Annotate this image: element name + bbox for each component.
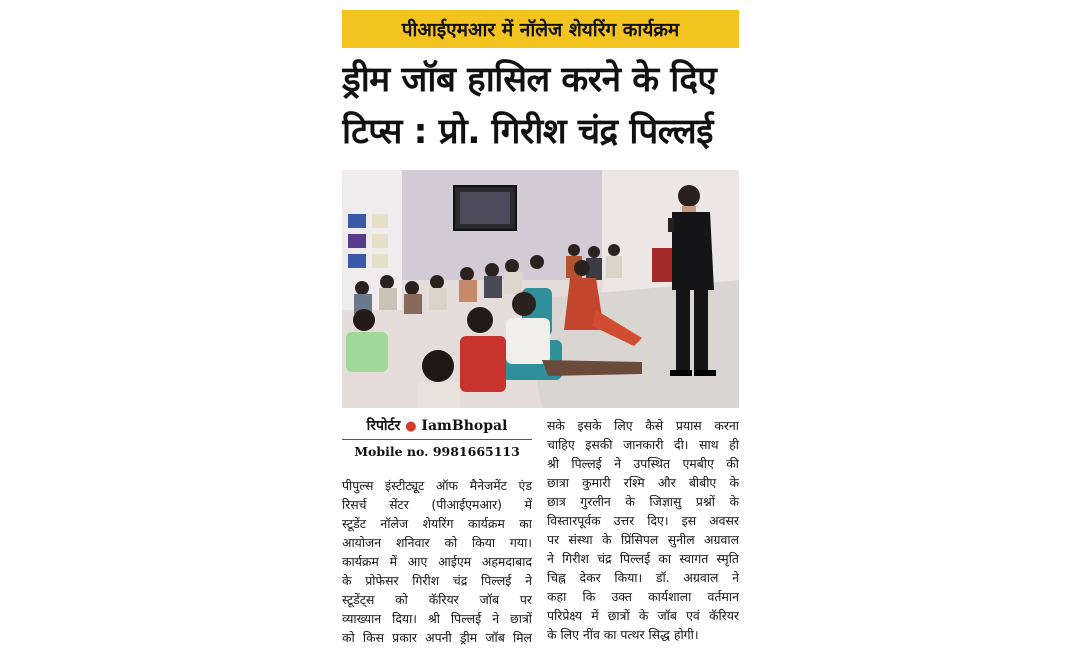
audience-head (512, 292, 536, 316)
divider (342, 439, 532, 440)
newspaper-clipping (342, 6, 739, 646)
reporter-name: IamBhopal (421, 418, 508, 434)
audience-head (467, 307, 493, 333)
article-line: कहा कि उक्त कार्यशाला वर्तमान (547, 589, 739, 604)
speaker-suit (672, 212, 714, 290)
byline (342, 416, 532, 459)
kicker-text: पीआईएमआर में नॉलेज शेयरिंग कार्यक्रम (401, 19, 680, 41)
article-line: चाहिए इसकी जानकारी दी। साथ ही (547, 437, 739, 452)
article-line: ने गिरीश चंद्र पिल्लई का स्वागत स्मृति (547, 551, 739, 566)
article-line: सके इसके लिए कैसे प्रयास करना (547, 418, 739, 433)
article-line: रिसर्च सेंटर (पीआईएमआर) में (342, 497, 532, 512)
speaker-shoe (670, 370, 692, 376)
article-line: कार्यक्रम में आए आईएम अहमदाबाद (342, 554, 532, 569)
article-line: चिह्न देकर किया। डॉ. अग्रवाल ने (547, 570, 739, 585)
bullet-dot: ● (405, 419, 417, 434)
article-line: श्री पिल्लई ने उपस्थित एमबीए की (547, 456, 739, 471)
headline-line-1: ड्रीम जॉब हासिल करने के दिए (342, 60, 717, 100)
mobile-number: 9981665113 (432, 444, 520, 459)
kicker-banner (342, 10, 739, 48)
headline (342, 54, 739, 158)
reporter-label: रिपोर्टर (366, 418, 401, 434)
poster (348, 234, 366, 248)
microphone (668, 218, 674, 232)
poster (348, 214, 366, 228)
article-line: स्टूडेंट नॉलेज शेयरिंग कार्यक्रम का (342, 516, 532, 531)
event-photo (342, 170, 739, 408)
poster (348, 254, 366, 268)
white-shirt (506, 318, 550, 364)
speaker-shoe (694, 370, 716, 376)
article-line: आयोजन शनिवार को किया गया। (342, 535, 532, 550)
poster (372, 254, 388, 268)
mobile-line (342, 444, 532, 459)
headline-line-2: टिप्स : प्रो. गिरीश चंद्र पिल्लई (342, 112, 713, 152)
speaker-leg (694, 288, 708, 372)
green-shirt (346, 332, 388, 372)
article-line: छात्र गुरलीन के जिज्ञासु प्रश्नों के (547, 494, 739, 509)
article-line: के लिए नींव का पत्थर सिद्ध होगी। (547, 627, 699, 642)
poster (372, 214, 388, 228)
article-line: परिप्रेक्ष्य में छात्रों के जॉब एवं कॅरियर (547, 608, 739, 623)
audience-head (574, 260, 590, 276)
article-line: विस्तारपूर्वक उत्तर दिए। इस अवसर (547, 513, 739, 528)
trousers (542, 360, 642, 376)
speaker-leg (676, 288, 690, 372)
poster (372, 234, 388, 248)
article-line: छात्रा कुमारी रश्मि और बीबीए के (547, 475, 739, 490)
article-line: के प्रोफेसर गिरीश चंद्र पिल्लई ने (342, 573, 532, 588)
article-line: स्टूडेंट्स को कॅरियर जॉब पर (342, 592, 532, 607)
article-line: पर संस्था के प्रिंसिपल सुनील अग्रवाल (547, 532, 739, 547)
speaker-head (678, 185, 700, 207)
audience-head (422, 350, 454, 382)
reporter-line (342, 416, 532, 435)
red-checked-shirt (460, 336, 506, 392)
article-line: को किस प्रकार अपनी ड्रीम जॉब मिल (342, 630, 532, 645)
article-column-2 (547, 416, 739, 644)
white-top (418, 382, 460, 408)
tv-display (460, 192, 510, 224)
article-line: व्याख्यान दिया। श्री पिल्लई ने छात्रों (342, 611, 532, 626)
audience-head (353, 309, 375, 331)
article-line: पीपुल्स इंस्टीट्यूट ऑफ मैनेजमेंट एंड (342, 478, 532, 493)
lecture-hall-illustration (342, 170, 739, 408)
speaker-neck (682, 206, 696, 212)
mobile-label: Mobile no. (354, 444, 429, 459)
article-column-1 (342, 476, 532, 646)
